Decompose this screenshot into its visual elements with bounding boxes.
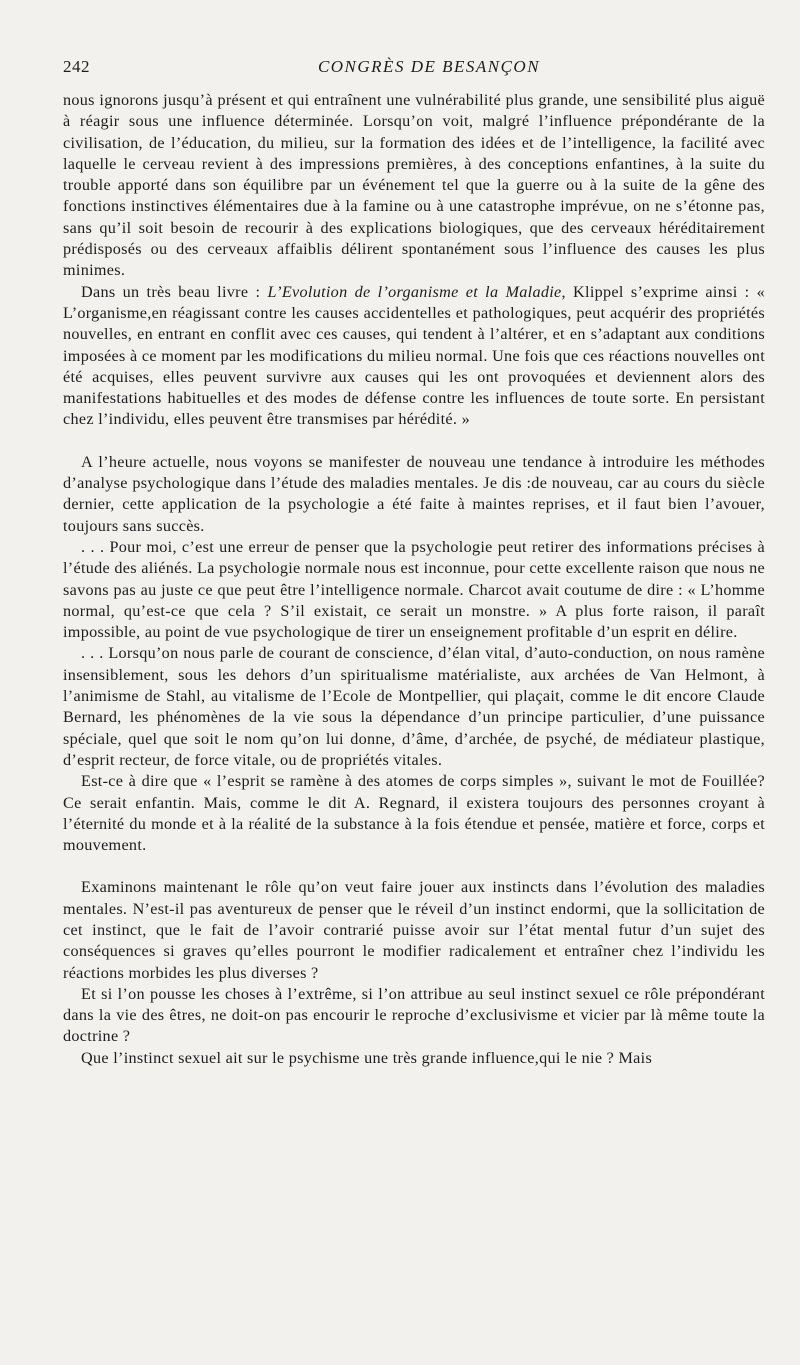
paragraph: . . . Lorsqu’on nous parle de courant de conscience, d’élan vital, d’auto-conduction, on nous ramène insensiblement, sous les dehors d’un spiritualisme matérialiste, aux archées de Van Helmont, à l’animisme de Stahl, au vitalisme de l’Ecole de Montpellier, qui plaçait, comme le dit encore Claude Bernard, les phénomènes de la vie sous la dépendance d’un principe particulier, d’une puissance spéciale, quel que soit le nom qu’on lui donne, d’âme, d’archée, de psyché, de médiateur plastique, d’esprit recteur, de force vitale, ou de propriétés vitales. [63, 644, 765, 769]
book-title: L’Evolution de l’organisme et la Maladie [267, 282, 562, 301]
paragraph: Que l’instinct sexuel ait sur le psychisme une très grande influence,qui le nie ? Mais [81, 1048, 653, 1067]
paragraph-text: Dans un très beau livre : [81, 282, 268, 301]
paragraph: A l’heure actuelle, nous voyons se manifester de nouveau une tendance à introduire les méthodes d’analyse psychologique dans l’étude des maladies mentales. Je dis :de nouveau, car au cours du siècle dernier, cette application de la psychologie a été faite à maintes reprises, et il faut bien l’avouer, toujours sans succès. [63, 452, 765, 535]
paragraph: nous ignorons jusqu’à présent et qui entraînent une vulnérabilité plus grande, une sensibilité plus aiguë à réagir sous une influence déterminée. Lorsqu’on voit, malgré l’influence prépondérante de la civilisation, de l’éducation, du milieu, sur la formation des idées et de l’intelligence, la facilité avec laquelle le cerveau revient à des impressions premières, à des conceptions enfantines, à la suite du trouble apporté dans son équilibre par un événement tel que la guerre ou à la suite de la gêne des fonctions instinctives élémentaires due à la famine ou à une catastrophe imprévue, on ne s’étonne pas, sans qu’il soit besoin de recourir à des explications biologiques, que des cerveaux héréditairement prédisposés ou des cerveaux affaiblis délirent spontanément sous l’influence des causes les plus minimes. [63, 91, 765, 280]
paragraph [63, 282, 765, 431]
page-header [63, 52, 765, 82]
page-number: 242 [63, 57, 90, 76]
paragraph: Examinons maintenant le rôle qu’on veut faire jouer aux instincts dans l’évolution des maladies mentales. N’est-il pas aventureux de penser que le réveil d’un instinct endormi, que la sollicitation de cet instinct, que le fait de l’avoir contrarié puisse avoir sur l’état mental futur d’un sujet des conséquences si graves qu’elles pourront le modifier radicalement et entraîner chez l’individu les réactions morbides les plus diverses ? [63, 878, 765, 982]
paragraph-text: , Klippel s’exprime ainsi : « L’organisme,en réagissant contre les causes accidentelles et pathologiques, peut acquérir des propriétés nouvelles, en entrant en conflit avec ces causes, qui tendent à l’altérer, et en s’adaptant aux conditions imposées à ce moment par les modifications du milieu normal. Une fois que ces réactions nouvelles ont été acquises, elles peuvent survivre aux causes qui les ont provoquées et deviennent alors des manifestations habituelles et des modes de défense contre les influences de toute sorte. En persistant chez l’individu, elles peuvent être transmises par hérédité. » [63, 282, 765, 429]
paragraph: Est-ce à dire que « l’esprit se ramène à des atomes de corps simples », suivant le mot de Fouillée? Ce serait enfantin. Mais, comme le dit A. Regnard, il existera toujours des personnes croyant à l’éternité du monde et à la réalité de la substance à la fois étendue et pensée, matière et force, corps et mouvement. [63, 772, 765, 855]
paragraph: . . . Pour moi, c’est une erreur de penser que la psychologie peut retirer des informations précises à l’étude des aliénés. La psychologie normale nous est inconnue, pour cette excellente raison que nous ne savons pas au juste ce que peut être l’intelligence normale. Charcot avait coutume de dire : « L’homme normal, qu’est-ce que cela ? S’il existait, ce serait un monstre. » A plus forte raison, il paraît impossible, au point de vue psychologique de tirer un enseignement profitable d’un esprit en délire. [63, 537, 766, 642]
body-text [63, 90, 765, 1069]
paragraph: Et si l’on pousse les choses à l’extrême, si l’on attribue au seul instinct sexuel ce rôle prépondérant dans la vie des êtres, ne doit-on pas encourir le reproche d’exclusivisme et vicier par là même toute la doctrine ? [63, 984, 765, 1046]
running-title: CONGRÈS DE BESANÇON [317, 57, 541, 76]
